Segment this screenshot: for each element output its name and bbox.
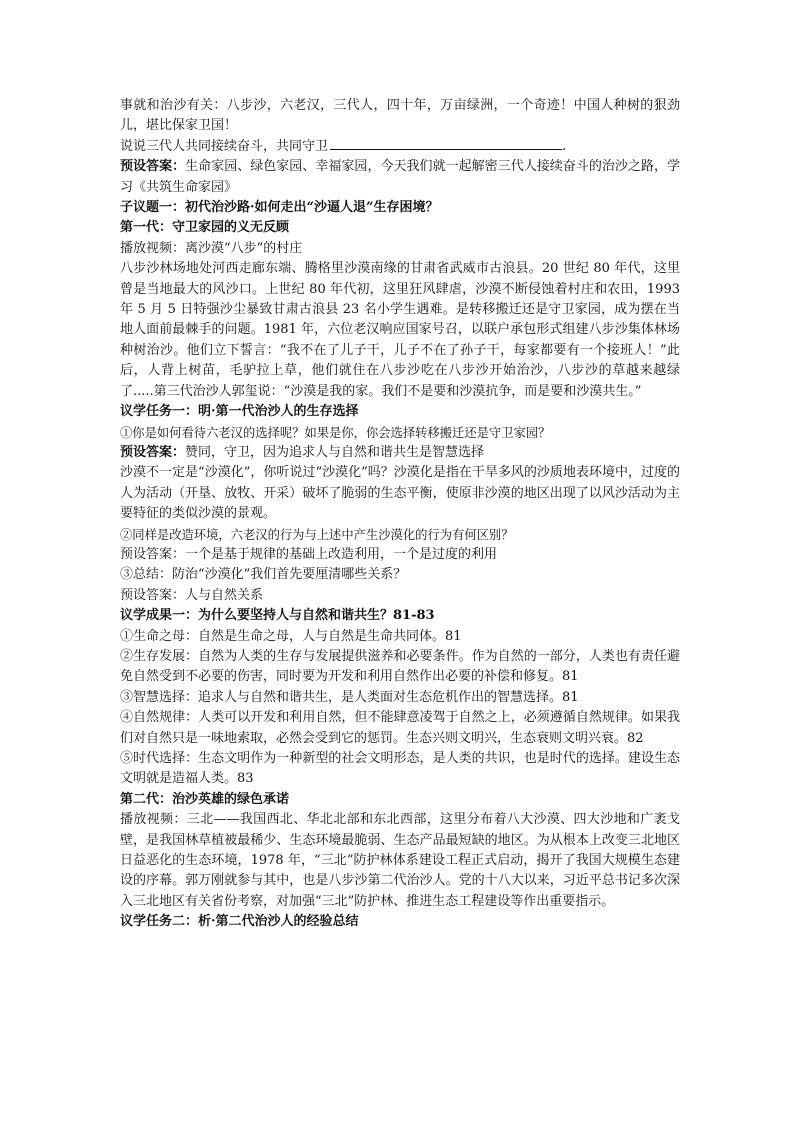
gen1-heading: 第一代：守卫家园的义无反顾 [120,220,290,236]
task1-question-2: ②同样是改造环境，六老汉的行为与上述中产生沙漠化的行为有何区别？ [120,527,514,542]
intro-paragraph: 事就和治沙有关：八步沙，六老汉，三代人，四十年，万亩绿洲，一个奇迹！中国人种树的狠劲儿，堪比保家卫国！ [120,98,680,134]
task1-question-3: ③总结：防治“沙漠化”我们首先要厘清哪些关系？ [120,567,407,583]
task2-heading: 议学任务二：析·第二代治沙人的经验总结 [120,914,359,930]
answer-label: 预设答案： [120,159,186,175]
task1-answer-1 [120,443,680,463]
answer-text: 生命家园、绿色家园、幸福家园，今天我们就一起解密三代人接续奋斗的治沙之路，学习《共筑生命家园》 [120,159,680,195]
result1-item: ①生命之母：自然是生命之母，人与自然是生命共同体。81 [120,628,462,644]
intro-question-text: 说说三代人共同接续奋斗，共同守卫 [120,138,329,154]
gen1-video: 播放视频：离沙漠“八步”的村庄 [120,240,303,256]
result1-item: ②生存发展：自然为人类的生存与发展提供滋养和必要条件。作为自然的一部分，人类也有责任避免自然受到不必要的伤害，同时要为开发和利用自然作出必要的补偿和修复。81 [120,648,680,685]
sub-topic-heading: 子议题一：初代治沙路·如何走出“沙逼人退”生存困境？ [120,200,439,216]
document-page [120,96,680,933]
gen1-story: 八步沙林场地处河西走廊东端、腾格里沙漠南缘的甘肃省武威市古浪县。20 世纪 80 年代，这里曾是当地最大的风沙口。上世纪 80 年代初，这里狂风肆虐，沙漠不断侵蚀着村庄和农田，1993 年 5 月 5 日特强沙尘暴致甘肃古浪县 23 名小学生遇难。是转移搬迁还是守卫家园，成为摆在当地人面前最棘手的问题。1981 年，六位老汉响应国家号召，以联户承包形式组建八步沙集体林场种树治沙。他们立下誓言：“我不在了儿子干，儿子不在了孙子干，每家都要有一个接班人！”此后，人背上树苗，毛驴拉上草，他们就住在八步沙吃在八步沙开始治沙，八步沙的草越来越绿了.....第三代治沙人郭玺说：“沙漠是我的家。我们不是要和沙漠抗争，而是要和沙漠共生。” [120,261,680,399]
result1-item: ③智慧选择：追求人与自然和谐共生，是人类面对生态危机作出的智慧选择。81 [120,689,579,705]
result1-item: ④自然规律：人类可以开发和利用自然，但不能肆意凌驾于自然之上，必须遵循自然规律。如果我们对自然只是一味地索取，必然会受到它的惩罚。生态兴则文明兴，生态衰则文明兴衰。82 [120,710,680,746]
task1-question-1: ①你是如何看待六老汉的选择呢？如果是你，你会选择转移搬迁还是守卫家园？ [120,425,551,440]
intro-question [120,137,680,157]
gen2-text: 播放视频：三北——我国西北、华北北部和东北西部，这里分布着八大沙漠、四大沙地和广袤戈壁，是我国林草植被最稀少、生态环境最脆弱、生态产品最短缺的地区。为从根本上改变三北地区日益恶化的生态环境，1978 年，“三北”防护林体系建设工程正式启动，揭开了我国大规模生态建设的序幕。郭万刚就参与其中，也是八步沙第二代治沙人。党的十八大以来，习近平总书记多次深入三北地区有关省份考察，对加强“三北”防护林、推进生态工程建设等作出重要指示。 [120,812,680,909]
task1-answer-1-label: 预设答案： [120,444,186,460]
task1-answer-2: 预设答案：一个是基于规律的基础上改造利用，一个是过度的利用 [120,546,498,562]
task1-heading: 议学任务一：明·第一代治沙人的生存选择 [120,404,359,420]
result1-item: ⑤时代选择：生态文明作为一种新型的社会文明形态，是人类的共识，也是时代的选择。建设生态文明就是造福人类。83 [120,751,680,787]
intro-answer [120,157,680,198]
task1-answer-1-text: 赞同，守卫，因为追求人与自然和谐共生是智慧选择 [185,444,485,460]
desertification-definition: 沙漠不一定是“沙漠化”，你听说过“沙漠化”吗？沙漠化是指在干旱多风的沙质地表环境中，过度的人为活动（开垦、放牧、开采）破坏了脆弱的生态平衡，使原非沙漠的地区出现了以风沙活动为主要特征的类似沙漠的景观。 [120,465,680,522]
task1-answer-3: 预设答案：人与自然关系 [120,587,264,603]
gen2-heading: 第二代：治沙英雄的绿色承诺 [120,791,290,807]
intro-question-end: . [562,138,567,154]
fill-blank-line [330,137,562,150]
result1-heading: 议学成果一：为什么要坚持人与自然和谐共生？81-83 [120,608,435,624]
